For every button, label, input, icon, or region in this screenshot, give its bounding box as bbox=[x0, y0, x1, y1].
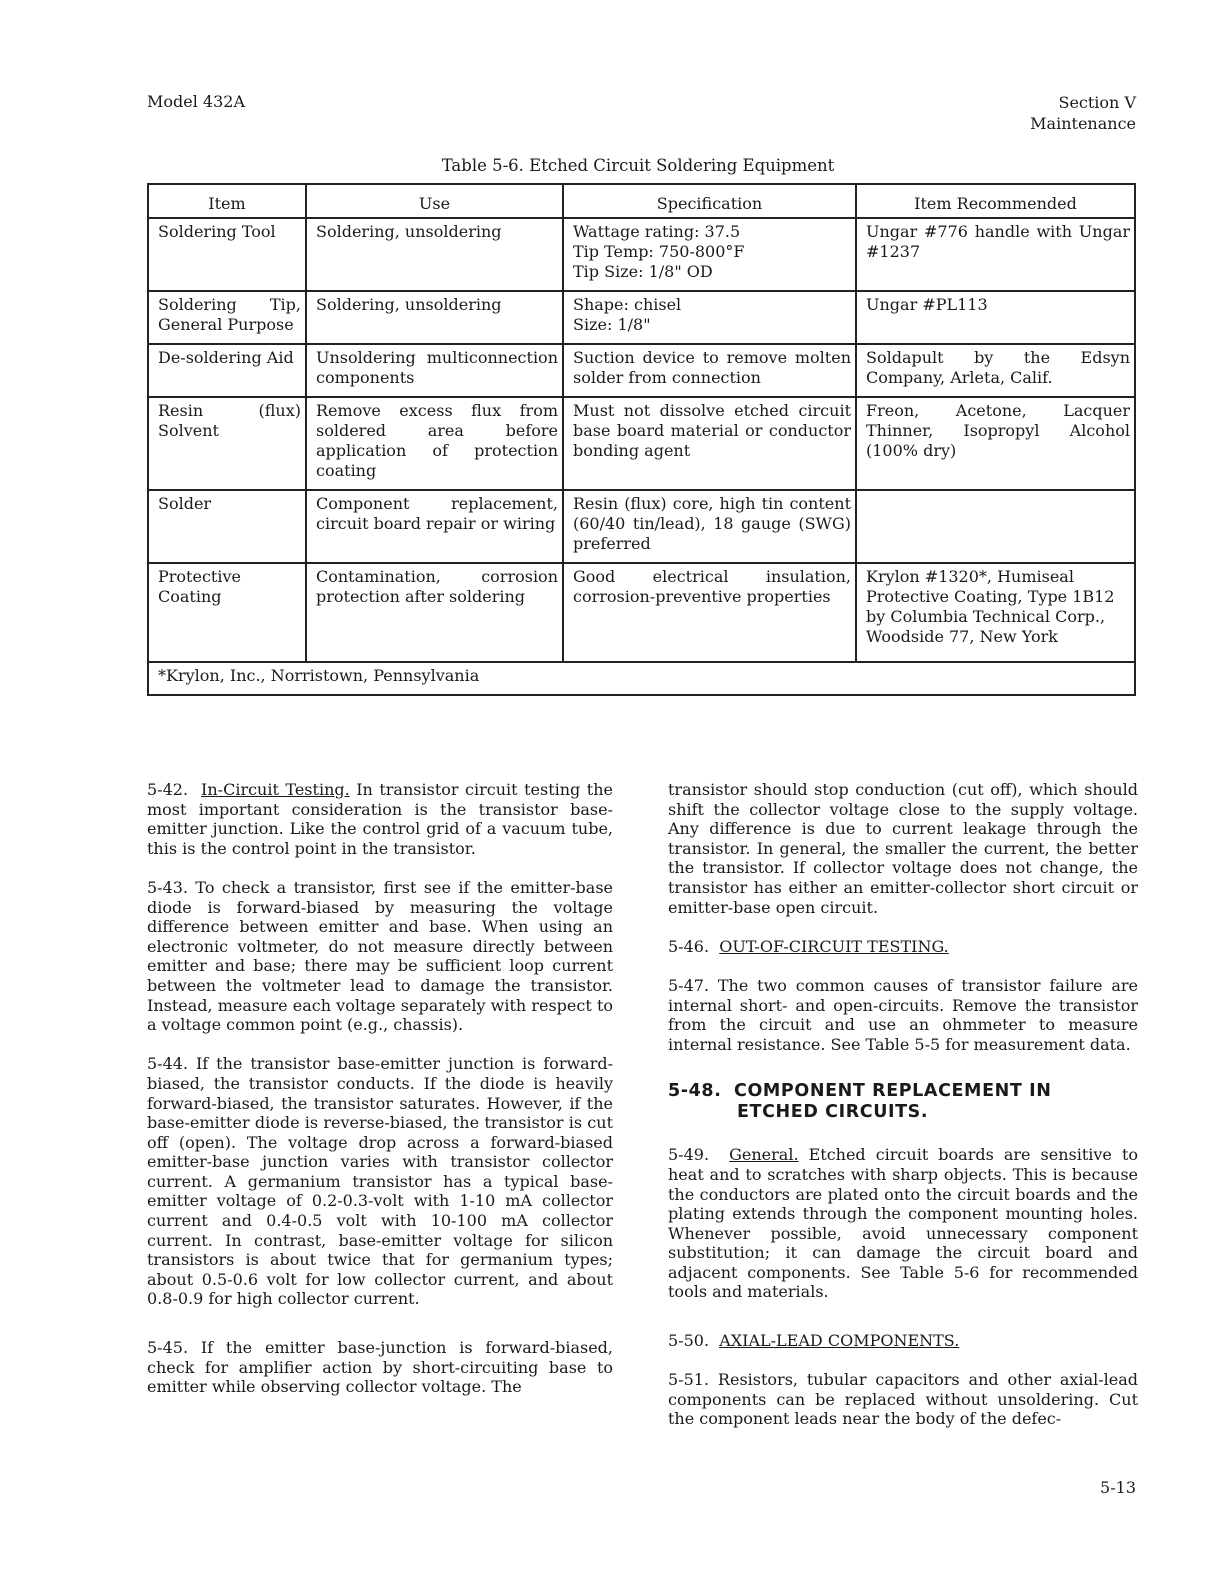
paragraph-number: 5-50. bbox=[668, 1331, 710, 1351]
paragraph-number: 5-42. bbox=[147, 780, 189, 799]
paragraph-number: 5-46. bbox=[668, 936, 710, 956]
cell-spec: Suction device to remove molten solder from connection bbox=[563, 344, 856, 397]
paragraph-title: General. bbox=[729, 1145, 799, 1165]
cell-spec: Resin (flux) core, high tin content (60/40 tin/lead), 18 gauge (SWG) preferred bbox=[563, 490, 856, 563]
cell-use: Soldering, unsoldering bbox=[306, 218, 563, 291]
cell-use: Remove excess flux from soldered area before application of protection coating bbox=[306, 397, 563, 490]
paragraph-text: Etched circuit boards are sensitive to heat and to scratches with sharp objects. This is because the conductors are plated onto the circuit boards and the plating extends through the component mounting holes. Whenever possible, avoid unnecessary component substitution; it can damage the circuit board and adjacent components. See Table 5-6 for recommended tools and materials. bbox=[668, 1145, 1138, 1302]
section-heading-5-48 bbox=[668, 1081, 1138, 1123]
cell-item: Solder bbox=[148, 490, 306, 563]
equipment-table bbox=[147, 183, 1136, 696]
paragraph-5-44: 5-44. If the transistor base-emitter junction is forward-biased, the transistor conducts. If the diode is heavily forward-biased, the transistor saturates. However, if the base-emitter diode is reverse-biased, the transistor is cut off (open). The voltage drop across a forward-biased emitter-base junction varies with transistor collector current. A germanium transistor has a typical base-emitter voltage of 0.2-0.3-volt with 1-10 mA collector current and 0.4-0.5 volt with 10-100 mA collector current. In contrast, base-emitter voltage for silicon transistors is about twice that for germanium types; about 0.5-0.6 volt for low collector current, and about 0.8-0.9 for high collector current. bbox=[147, 1054, 613, 1309]
table-row bbox=[148, 563, 1135, 662]
paragraph-5-46 bbox=[668, 937, 1138, 957]
cell-item: De-soldering Aid bbox=[148, 344, 306, 397]
table-row bbox=[148, 291, 1135, 344]
column-header: Item Recommended bbox=[856, 184, 1135, 218]
cell-use: Contamination, corrosion protection after soldering bbox=[306, 563, 563, 662]
column-header: Specification bbox=[563, 184, 856, 218]
section-title: Maintenance bbox=[1030, 114, 1136, 133]
table-footnote-row bbox=[148, 662, 1135, 695]
cell-item: Soldering Tool bbox=[148, 218, 306, 291]
cell-use: Component replacement, circuit board repair or wiring bbox=[306, 490, 563, 563]
table-row bbox=[148, 218, 1135, 291]
section-number: Section V bbox=[1058, 93, 1136, 112]
page-number: 5-13 bbox=[1100, 1478, 1136, 1497]
table-footnote: *Krylon, Inc., Norristown, Pennsylvania bbox=[148, 662, 1135, 695]
cell-spec: Good electrical insulation, corrosion-preventive properties bbox=[563, 563, 856, 662]
paragraph-title: AXIAL-LEAD COMPONENTS. bbox=[719, 1331, 960, 1351]
cell-recommended: Ungar #PL113 bbox=[856, 291, 1135, 344]
heading-number: 5-48. bbox=[668, 1081, 722, 1102]
column-header: Item bbox=[148, 184, 306, 218]
table-header-row bbox=[148, 184, 1135, 218]
heading-line-2: ETCHED CIRCUITS. bbox=[737, 1102, 929, 1123]
paragraph-5-51: 5-51. Resistors, tubular capacitors and other axial-lead components can be replaced without unsoldering. Cut the component leads near the body of the defec- bbox=[668, 1370, 1138, 1429]
cell-spec: Shape: chisel Size: 1/8" bbox=[563, 291, 856, 344]
cell-recommended: Soldapult by the Edsyn Company, Arleta, Calif. bbox=[856, 344, 1135, 397]
left-column bbox=[147, 780, 613, 1416]
header-section bbox=[1030, 92, 1136, 134]
cell-spec: Wattage rating: 37.5 Tip Temp: 750-800°F Tip Size: 1/8" OD bbox=[563, 218, 856, 291]
paragraph-5-43: 5-43. To check a transistor, first see if the emitter-base diode is forward-biased by measuring the voltage difference between emitter and base. When using an electronic voltmeter, do not measure directly between emitter and base; there may be sufficient loop current between the voltmeter lead to damage the transistor. Instead, measure each voltage separately with respect to a voltage common point (e.g., chassis). bbox=[147, 877, 613, 1035]
cell-spec: Must not dissolve etched circuit base board material or conductor bonding agent bbox=[563, 397, 856, 490]
cell-recommended: Ungar #776 handle with Ungar #1237 bbox=[856, 218, 1135, 291]
paragraph-5-42 bbox=[147, 780, 613, 858]
header-model: Model 432A bbox=[147, 92, 246, 111]
cell-recommended: Krylon #1320*, Humiseal Protective Coating, Type 1B12 by Columbia Technical Corp., Woodside 77, New York bbox=[856, 563, 1135, 662]
table-row bbox=[148, 490, 1135, 563]
column-header: Use bbox=[306, 184, 563, 218]
cell-item: Resin (flux) Solvent bbox=[148, 397, 306, 490]
paragraph-text: In transistor circuit testing the most important consideration is the transistor base-emitter junction. Like the control grid of a vacuum tube, this is the control point in the transistor. bbox=[147, 780, 613, 858]
paragraph-5-45: 5-45. If the emitter base-junction is forward-biased, check for amplifier action by short-circuiting base to emitter while observing collector voltage. The bbox=[147, 1338, 613, 1397]
heading-line-1: COMPONENT REPLACEMENT IN bbox=[734, 1081, 1052, 1102]
paragraph-title: In-Circuit Testing. bbox=[201, 780, 350, 799]
right-column bbox=[668, 780, 1138, 1449]
paragraph-5-45-continued: transistor should stop conduction (cut off), which should shift the collector voltage close to the supply voltage. Any difference is due to current leakage through the transistor. In general, the smaller the current, the better the transistor. If collector voltage does not change, the transistor has either an emitter-collector short circuit or emitter-base open circuit. bbox=[668, 780, 1138, 917]
paragraph-5-47: 5-47. The two common causes of transistor failure are internal short- and open-circuits. Remove the transistor from the circuit and use an ohmmeter to measure internal resistance. See Table 5-5 for measurement data. bbox=[668, 975, 1138, 1054]
cell-use: Unsoldering multiconnection components bbox=[306, 344, 563, 397]
table-title: Table 5-6. Etched Circuit Soldering Equipment bbox=[441, 156, 835, 175]
cell-item: Soldering Tip, General Purpose bbox=[148, 291, 306, 344]
paragraph-5-50 bbox=[668, 1331, 1138, 1351]
cell-use: Soldering, unsoldering bbox=[306, 291, 563, 344]
table-row bbox=[148, 344, 1135, 397]
cell-item: Protective Coating bbox=[148, 563, 306, 662]
paragraph-title: OUT-OF-CIRCUIT TESTING. bbox=[719, 936, 949, 956]
cell-recommended bbox=[856, 490, 1135, 563]
table-row bbox=[148, 397, 1135, 490]
cell-recommended: Freon, Acetone, Lacquer Thinner, Isopropyl Alcohol (100% dry) bbox=[856, 397, 1135, 490]
paragraph-number: 5-49. bbox=[668, 1145, 710, 1165]
paragraph-5-49 bbox=[668, 1145, 1138, 1302]
